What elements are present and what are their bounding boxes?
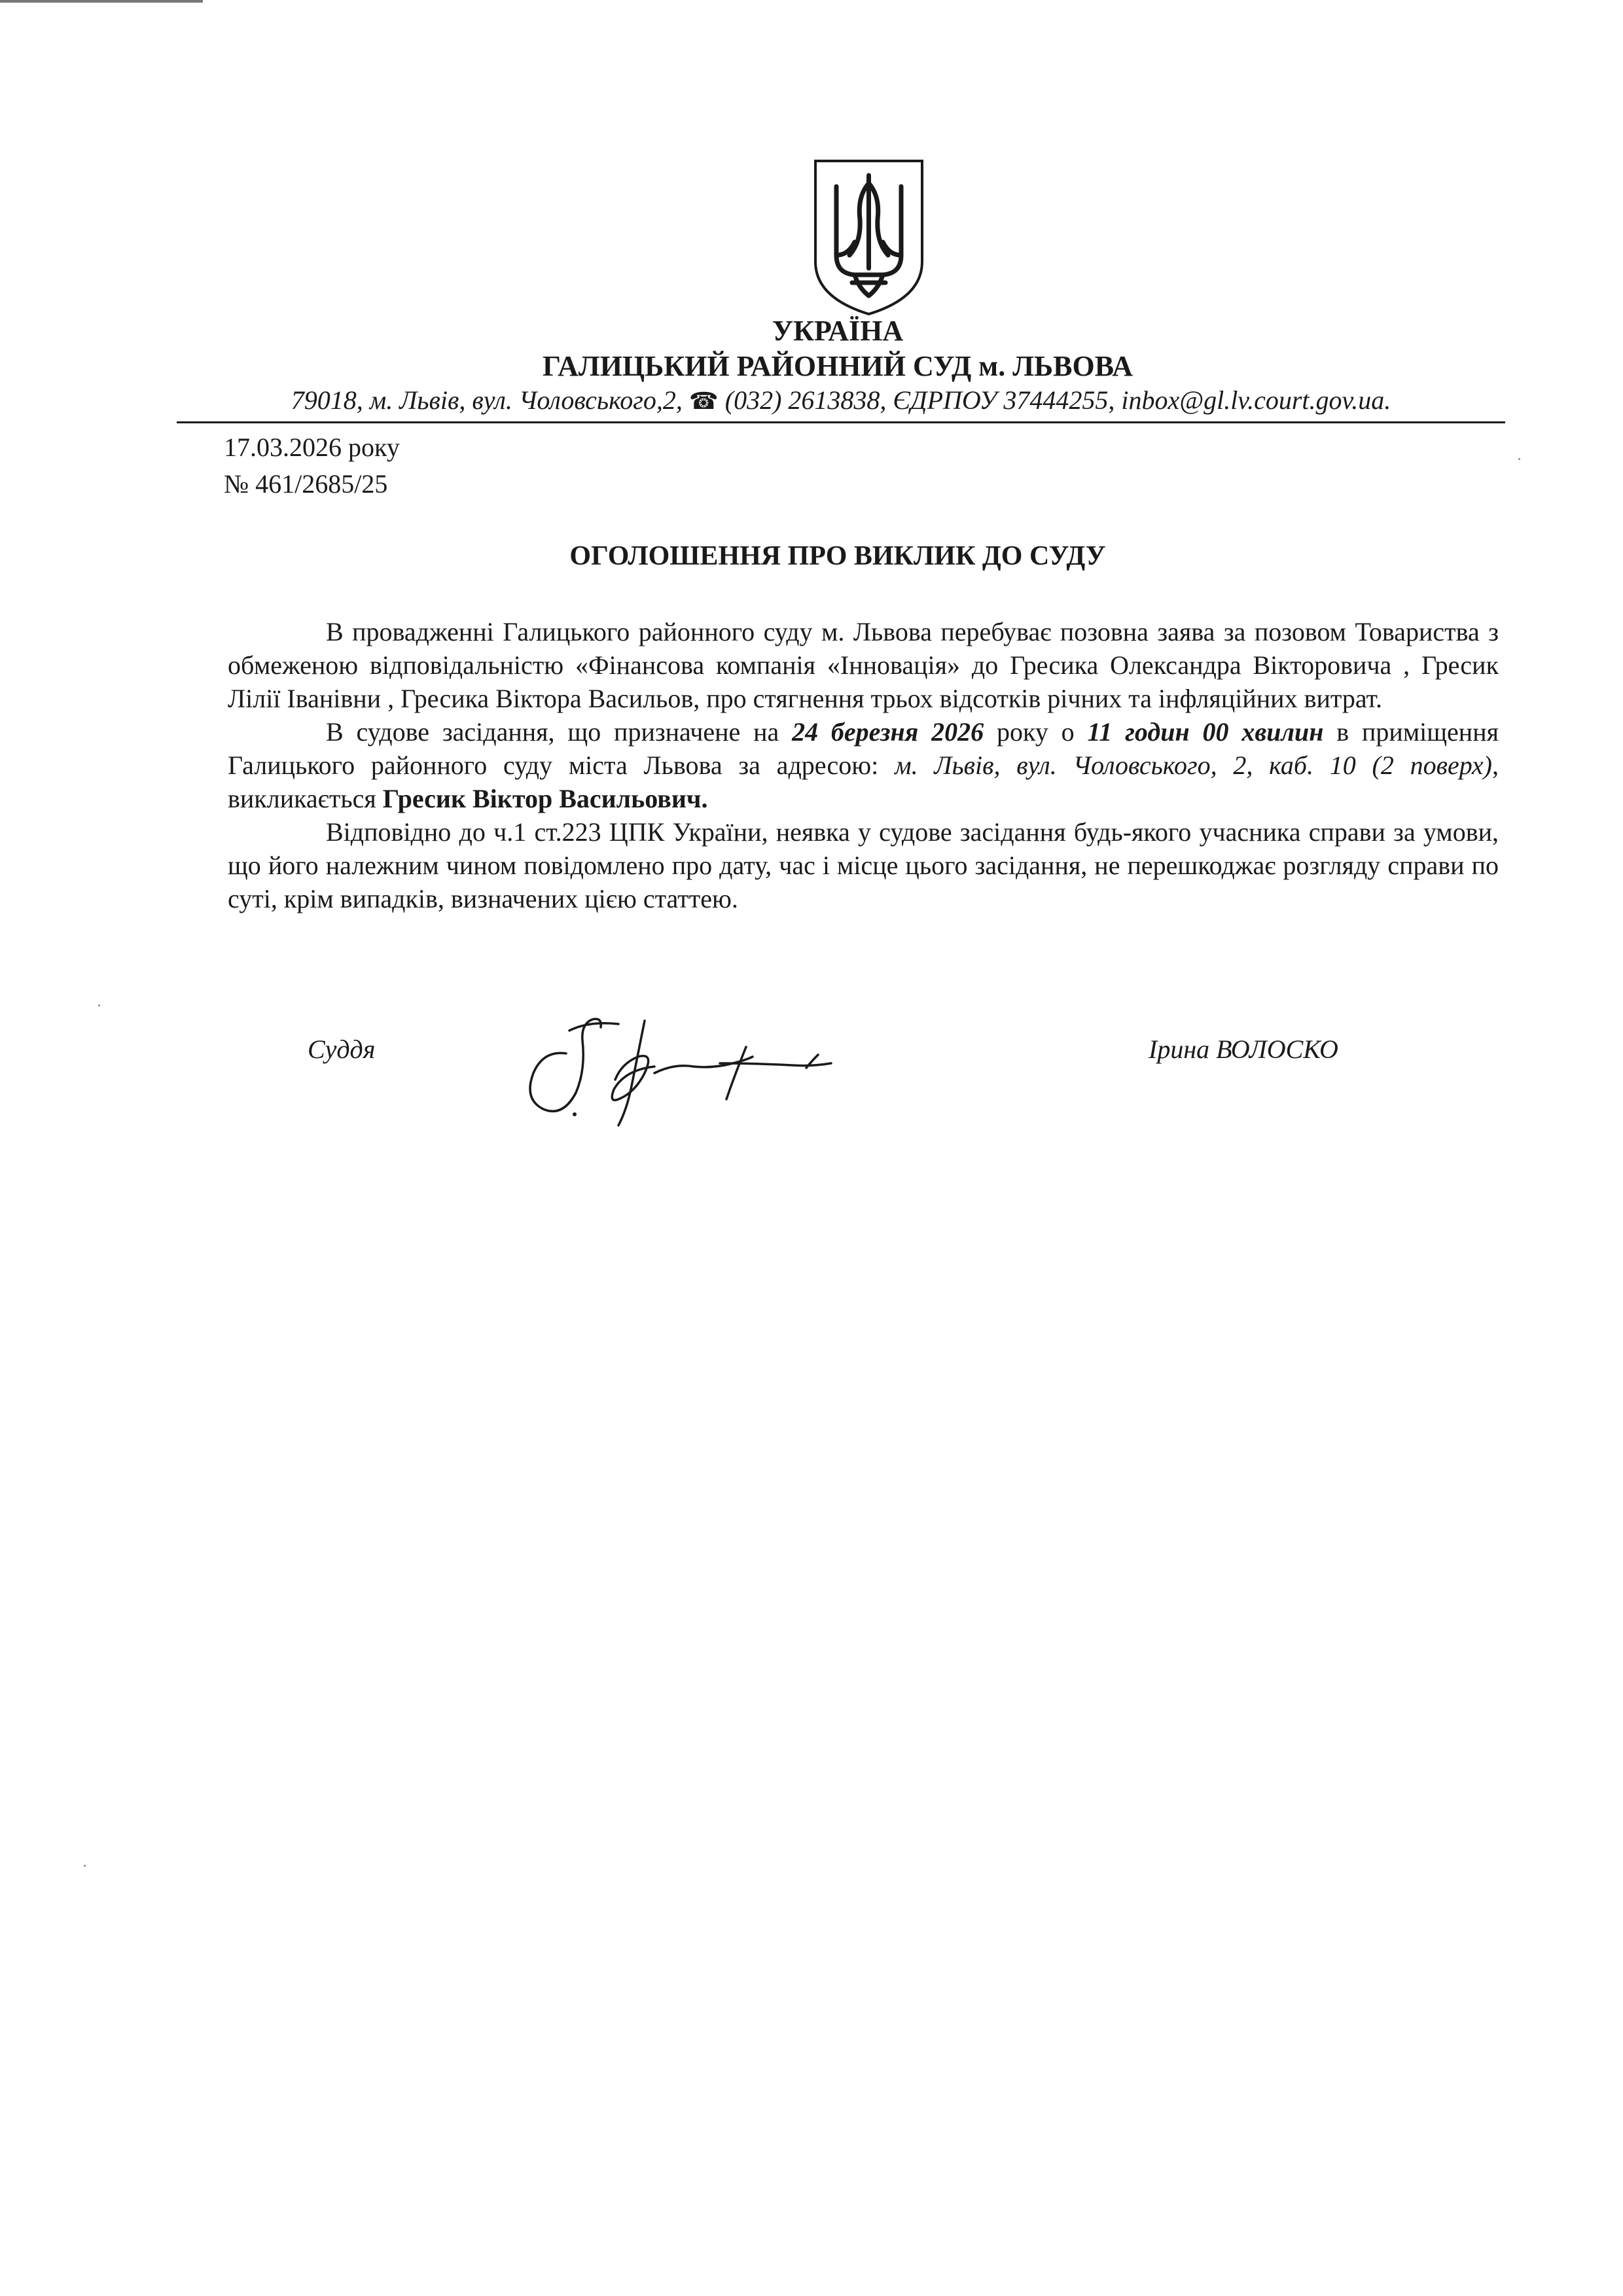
scan-edge-line <box>0 0 203 3</box>
telephone-icon: ☎ <box>688 388 719 414</box>
coat-of-arms-icon <box>812 157 926 317</box>
paragraph-claim: В провадженні Галицького районного суду м. Львова перебуває позовна заява за позовом Товариства з обмеженою відповідальністю «Фінансова компанія «Інновація» до Гресика Олександра Вікторовича , Гресик Лілії Іванівни , Гресика Віктора Васильов, про стягнення трьох відсотків річних та інфляційних витрат. <box>228 617 1499 713</box>
signatory-name: Ірина ВОЛОСКО <box>1149 1034 1338 1064</box>
scan-speck <box>84 1865 86 1867</box>
handwritten-signature <box>504 1001 870 1132</box>
header-divider <box>177 421 1505 423</box>
scan-speck <box>1518 458 1520 460</box>
scan-speck <box>98 1004 100 1006</box>
paragraph-legal-basis: Відповідно до ч.1 ст.223 ЦПК України, неявка у судове засідання будь-якого учасника справи за умови, що його належним чином повідомлено про дату, час і місце цього засідання, не перешкоджає розгляду справи по суті, крім випадків, визначених цією статтею. <box>228 817 1499 913</box>
hearing-date: 24 березня 2026 <box>792 717 984 747</box>
summons-text-d: , викликається <box>228 751 1499 813</box>
contact-details: (032) 2613838, ЄДРПОУ 37444255, inbox@gl.lv.court.gov.ua. <box>718 385 1391 415</box>
summons-text-c: в приміщення Галицького районного суду міста Львова за адресою: <box>228 717 1499 780</box>
summons-text-a: В судове засідання, що призначене на <box>326 717 793 747</box>
court-address <box>177 385 1505 415</box>
document-title: ОГОЛОШЕННЯ ПРО ВИКЛИК ДО СУДУ <box>569 541 1106 571</box>
notice-body <box>228 615 1499 915</box>
country-name: УКРАЇНА <box>772 315 904 347</box>
court-name: ГАЛИЦЬКИЙ РАЙОННИЙ СУД м. ЛЬВОВА <box>542 350 1133 382</box>
hearing-time: 11 годин 00 хвилин <box>1087 717 1324 747</box>
summons-text-b: року о <box>984 717 1088 747</box>
paragraph-summons <box>228 715 1499 815</box>
signature-block <box>0 1001 1623 1132</box>
signatory-role: Суддя <box>308 1034 376 1064</box>
document-date: 17.03.2026 року <box>224 433 400 462</box>
address-text: 79018, м. Львів, вул. Чоловського,2, <box>291 385 689 415</box>
case-number: № 461/2685/25 <box>224 469 388 499</box>
summoned-person: Гресик Віктор Васильович. <box>382 784 708 813</box>
hearing-address: м. Львів, вул. Чоловського, 2, каб. 10 (2 поверх) <box>895 751 1492 780</box>
